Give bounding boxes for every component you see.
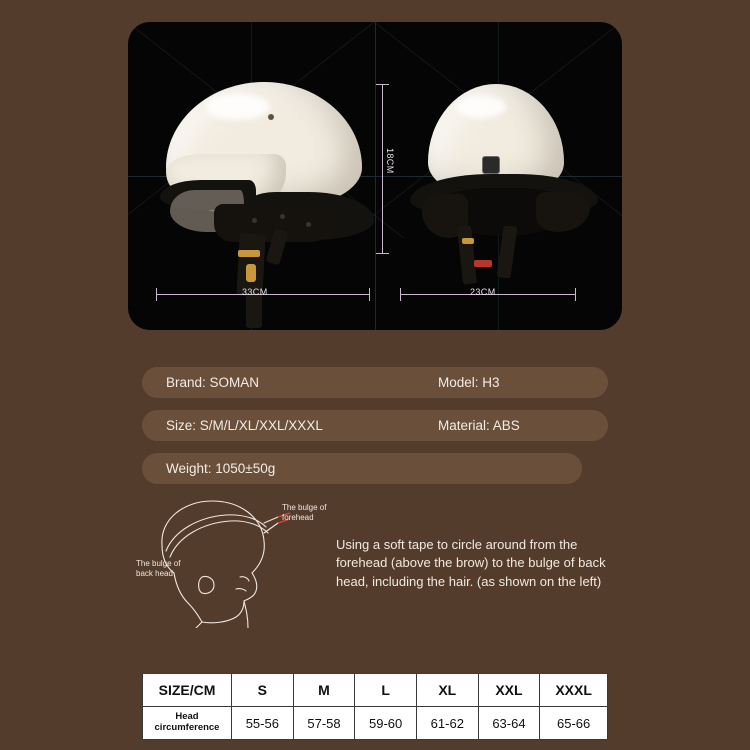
table-header-row [143, 674, 608, 707]
helmet-badge [482, 156, 500, 174]
spec-row-weight [142, 453, 582, 484]
height-measure-label: 18CM [385, 148, 395, 174]
header-l: L [355, 674, 417, 707]
value-s: 55-56 [232, 707, 294, 740]
measure-instructions: Using a soft tape to circle around from the forehead (above the brow) to the bulge of back head, including the hair. (as shown on the left) [336, 537, 606, 589]
value-xl: 61-62 [416, 707, 478, 740]
helmet-front-view [404, 78, 604, 288]
value-l: 59-60 [355, 707, 417, 740]
value-m: 57-58 [293, 707, 355, 740]
header-s: S [232, 674, 294, 707]
front-width-measure-label: 23CM [470, 287, 496, 297]
header-size-cm: SIZE/CM [143, 674, 232, 707]
spec-size: Size: S/M/L/XL/XXL/XXXL [166, 418, 323, 433]
spec-model: Model: H3 [438, 375, 500, 390]
spec-row-brand-model [142, 367, 608, 398]
side-width-measure-label: 33CM [242, 287, 268, 297]
header-xl: XL [416, 674, 478, 707]
value-xxxl: 65-66 [540, 707, 608, 740]
table-row [143, 707, 608, 740]
label-back-head-bulge: The bulge of back head [136, 559, 181, 578]
header-xxl: XXL [478, 674, 540, 707]
spec-material: Material: ABS [438, 418, 520, 433]
spec-brand: Brand: SOMAN [166, 375, 260, 390]
height-measure-line [382, 84, 383, 254]
row-label-head-circumference: Head circumference [143, 707, 232, 740]
head-measure-illustration [136, 493, 340, 628]
spec-row-size-material [142, 410, 608, 441]
header-m: M [293, 674, 355, 707]
value-xxl: 63-64 [478, 707, 540, 740]
spec-weight: Weight: 1050±50g [166, 461, 276, 476]
product-photo-panel [128, 22, 622, 330]
header-xxxl: XXXL [540, 674, 608, 707]
label-forehead-bulge: The bulge of forehead [282, 503, 327, 522]
size-chart-table [142, 673, 608, 740]
helmet-side-view [160, 72, 370, 292]
